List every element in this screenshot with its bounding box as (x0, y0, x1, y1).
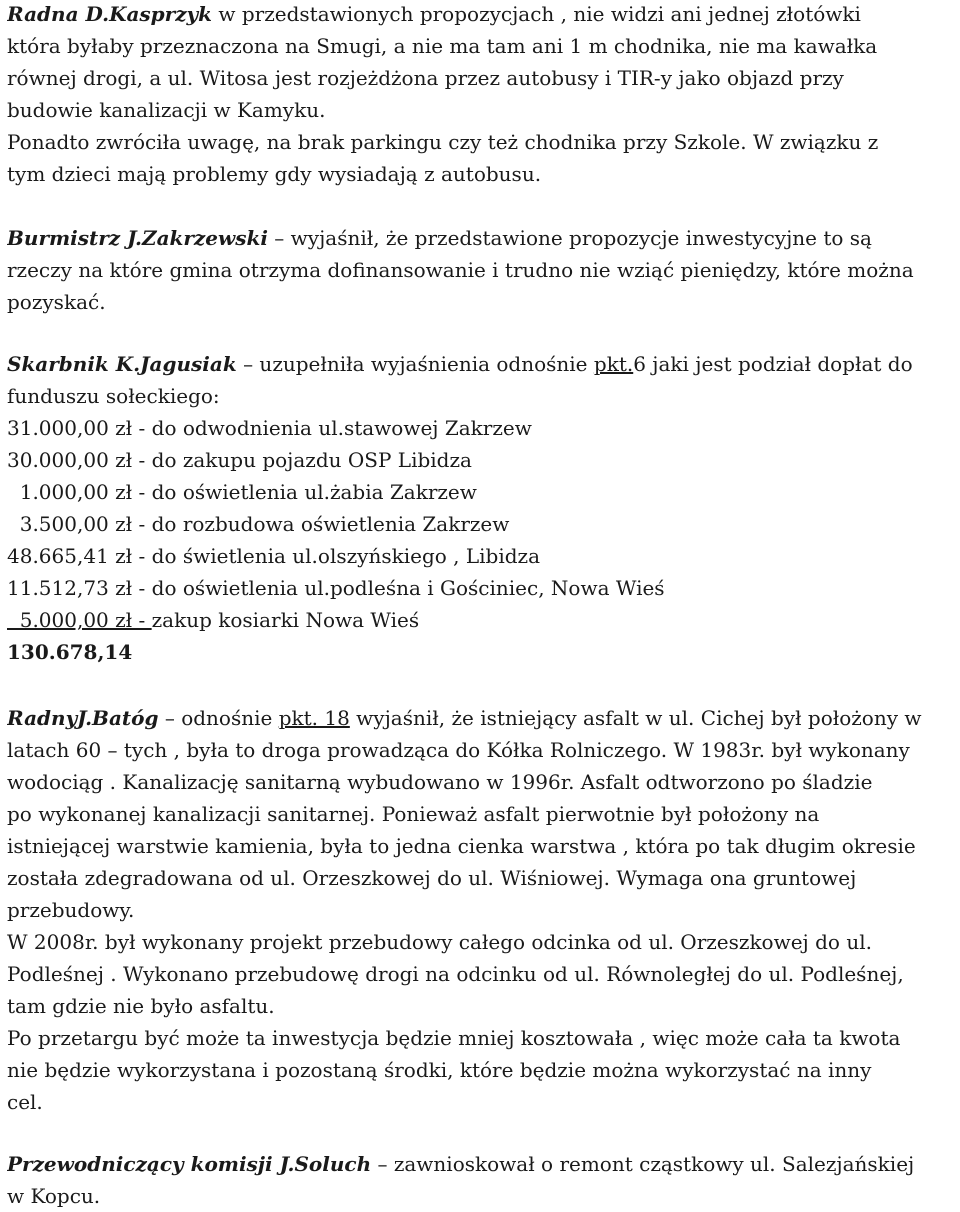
speaker-name: Radna D.Kasprzyk (7, 2, 213, 26)
text-line (7, 1148, 955, 1180)
text-segment: w przedstawionych propozycjach , nie widzi ani jednej złotówki (212, 2, 861, 26)
fund-item: 3.500,00 zł - do rozbudowa oświetlenia Zakrzew (7, 512, 510, 536)
text-line: w Kopcu. (7, 1184, 101, 1208)
text-line: nie będzie wykorzystana i pozostaną środki, które będzie można wykorzystać na inny (7, 1058, 872, 1082)
document-page (7, 0, 955, 1212)
text-line: funduszu sołeckiego: (7, 384, 220, 408)
text-line: wodociąg . Kanalizację sanitarną wybudowano w 1996r. Asfalt odtworzono po śladzie (7, 770, 873, 794)
text-line: tam gdzie nie było asfaltu. (7, 994, 275, 1018)
text-line: która byłaby przeznaczona na Smugi, a nie ma tam ani 1 m chodnika, nie ma kawałka (7, 34, 878, 58)
fund-item-desc: zakup kosiarki Nowa Wieś (151, 608, 420, 632)
paragraph-kasprzyk (7, 0, 955, 190)
fund-item: 11.512,73 zł - do oświetlenia ul.podleśna i Gościniec, Nowa Wieś (7, 576, 665, 600)
text-line: latach 60 – tych , była to droga prowadząca do Kółka Rolniczego. W 1983r. był wykonany (7, 738, 910, 762)
text-line: Po przetargu być może ta inwestycja będzie mniej kosztowała , więc może cała ta kwota (7, 1026, 901, 1050)
text-segment: – zawnioskował o remont cząstkowy ul. Salezjańskiej (371, 1152, 915, 1176)
text-line: równej drogi, a ul. Witosa jest rozjeżdżona przez autobusy i TIR-y jako objazd przy (7, 66, 844, 90)
pkt-reference: pkt. 18 (278, 706, 350, 730)
text-line: W 2008r. był wykonany projekt przebudowy całego odcinka od ul. Orzeszkowej do ul. (7, 930, 872, 954)
text-line (7, 222, 955, 254)
speaker-name: Skarbnik K.Jagusiak (7, 352, 237, 376)
spacer (7, 192, 955, 222)
paragraph-zakrzewski (7, 222, 955, 318)
text-line (7, 348, 955, 380)
text-segment: jaki jest podział dopłat do (645, 352, 913, 376)
paragraph-soluch (7, 1148, 955, 1212)
speaker-name: RadnyJ.Batóg (7, 706, 159, 730)
text-line: istniejącej warstwie kamienia, była to jedna cienka warstwa , która po tak długim okresie (7, 834, 916, 858)
fund-item: 31.000,00 zł - do odwodnienia ul.stawowej Zakrzew (7, 416, 532, 440)
spacer (7, 318, 955, 348)
paragraph-batog (7, 702, 955, 1118)
spacer (7, 668, 955, 702)
text-segment: – uzupełniła wyjaśnienia odnośnie (236, 352, 594, 376)
text-segment: – wyjaśnił, że przedstawione propozycje inwestycyjne to są (267, 226, 872, 250)
speaker-name: Burmistrz J.Zakrzewski (7, 226, 268, 250)
paragraph-jagusiak (7, 348, 955, 668)
fund-item: 1.000,00 zł - do oświetlenia ul.żabia Zakrzew (7, 480, 477, 504)
text-line: przebudowy. (7, 898, 135, 922)
fund-item: 30.000,00 zł - do zakupu pojazdu OSP Libidza (7, 448, 472, 472)
pkt-reference: pkt. (593, 352, 634, 376)
fund-item: 48.665,41 zł - do świetlenia ul.olszyńskiego , Libidza (7, 544, 541, 568)
speaker-name: Przewodniczący komisji J.Soluch (7, 1152, 372, 1176)
text-line: tym dzieci mają problemy gdy wysiadają z autobusu. (7, 162, 542, 186)
text-line: Podleśnej . Wykonano przebudowę drogi na odcinku od ul. Równoległej do ul. Podleśnej, (7, 962, 904, 986)
text-line: Ponadto zwróciła uwagę, na brak parkingu czy też chodnika przy Szkole. W związku z (7, 130, 879, 154)
fund-total: 130.678,14 (7, 640, 133, 664)
text-line (7, 0, 955, 30)
text-line: po wykonanej kanalizacji sanitarnej. Ponieważ asfalt pierwotnie był położony na (7, 802, 820, 826)
pkt-number: 6 (633, 352, 646, 376)
spacer (7, 1118, 955, 1148)
text-line (7, 702, 955, 734)
text-segment: – odnośnie (158, 706, 279, 730)
fund-item-amount: 5.000,00 zł - (7, 608, 152, 632)
text-line: pozyskać. (7, 290, 106, 314)
text-line: rzeczy na które gmina otrzyma dofinansowanie i trudno nie wziąć pieniędzy, które można (7, 258, 914, 282)
fund-item (7, 604, 955, 636)
text-line: została zdegradowana od ul. Orzeszkowej do ul. Wiśniowej. Wymaga ona gruntowej (7, 866, 857, 890)
text-line: budowie kanalizacji w Kamyku. (7, 98, 326, 122)
text-line: cel. (7, 1090, 43, 1114)
text-segment: wyjaśnił, że istniejący asfalt w ul. Cichej był położony w (349, 706, 922, 730)
